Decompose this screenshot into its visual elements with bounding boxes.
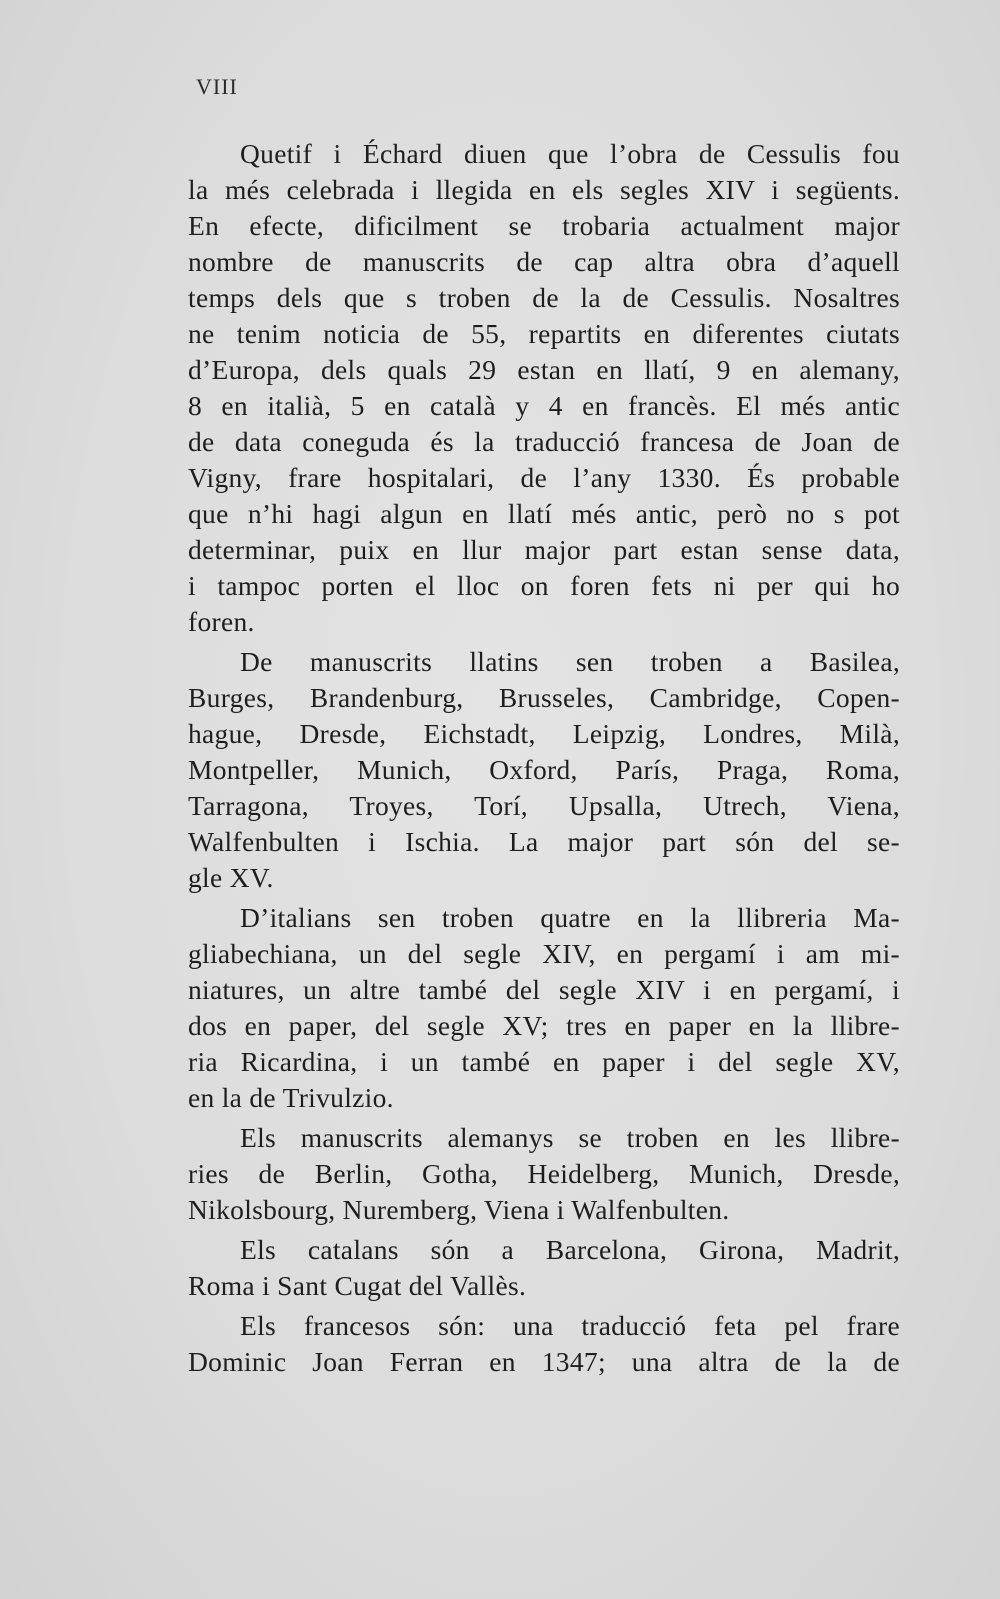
text-line: temps dels que s troben de la de Cessulis. Nosaltres xyxy=(188,282,900,313)
paragraph xyxy=(188,1120,900,1228)
text-line: Vigny, frare hospitalari, de l’any 1330. És probable xyxy=(188,462,900,493)
page-number: VIII xyxy=(196,74,238,99)
text-line: foren. xyxy=(188,606,255,637)
text-line: Roma i Sant Cugat del Vallès. xyxy=(188,1270,527,1301)
text-line: niatures, un altre també del segle XIV i en pergamí, i xyxy=(188,974,900,1005)
text-line: dos en paper, del segle XV; tres en paper en la llibre- xyxy=(188,1010,900,1041)
text-line: hague, Dresde, Eichstadt, Leipzig, Londres, Milà, xyxy=(188,718,900,749)
text-line: nombre de manuscrits de cap altra obra d’aquell xyxy=(188,246,900,277)
text-line: Burges, Brandenburg, Brusseles, Cambridge, Copen- xyxy=(188,682,900,713)
text-line: Els francesos són: una traducció feta pel frare xyxy=(240,1310,900,1341)
text-line: gle XV. xyxy=(188,862,274,893)
text-line: Els manuscrits alemanys se troben en les llibre- xyxy=(240,1122,900,1153)
text-line: determinar, puix en llur major part estan sense data, xyxy=(188,534,900,565)
text-line: ria Ricardina, i un també en paper i del segle XV, xyxy=(188,1046,900,1077)
text-line: Els catalans són a Barcelona, Girona, Madrit, xyxy=(240,1234,900,1265)
text-line: la més celebrada i llegida en els segles XIV i següents. xyxy=(188,174,900,205)
paragraph xyxy=(188,1232,900,1304)
text-line: Montpeller, Munich, Oxford, París, Praga, Roma, xyxy=(188,754,900,785)
text-line: 8 en italià, 5 en català y 4 en francès. El més antic xyxy=(188,390,900,421)
text-line: D’italians sen troben quatre en la llibreria Ma- xyxy=(240,902,900,933)
text-line: Tarragona, Troyes, Torí, Upsalla, Utrech, Viena, xyxy=(188,790,900,821)
paragraph xyxy=(188,644,900,896)
text-line: Quetif i Échard diuen que l’obra de Cessulis fou xyxy=(240,138,900,169)
text-line: ne tenim noticia de 55, repartits en diferentes ciutats xyxy=(188,318,900,349)
text-line: Dominic Joan Ferran en 1347; una altra de la de xyxy=(188,1346,900,1377)
text-line: i tampoc porten el lloc on foren fets ni per qui ho xyxy=(188,570,900,601)
text-line: gliabechiana, un del segle XIV, en pergamí i am mi- xyxy=(188,938,900,969)
body-text xyxy=(188,136,900,1384)
text-line: Walfenbulten i Ischia. La major part són del se- xyxy=(188,826,900,857)
text-line: En efecte, dificilment se trobaria actualment major xyxy=(188,210,900,241)
text-line: Nikolsbourg, Nuremberg, Viena i Walfenbulten. xyxy=(188,1194,730,1225)
text-line: De manuscrits llatins sen troben a Basilea, xyxy=(240,646,900,677)
paragraph xyxy=(188,1308,900,1380)
text-line: de data coneguda és la traducció francesa de Joan de xyxy=(188,426,900,457)
text-line: ries de Berlin, Gotha, Heidelberg, Munich, Dresde, xyxy=(188,1158,900,1189)
paragraph xyxy=(188,136,900,640)
text-line: que n’hi hagi algun en llatí més antic, però no s pot xyxy=(188,498,900,529)
text-line: en la de Trivulzio. xyxy=(188,1082,394,1113)
text-line: d’Europa, dels quals 29 estan en llatí, 9 en alemany, xyxy=(188,354,900,385)
paragraph xyxy=(188,900,900,1116)
